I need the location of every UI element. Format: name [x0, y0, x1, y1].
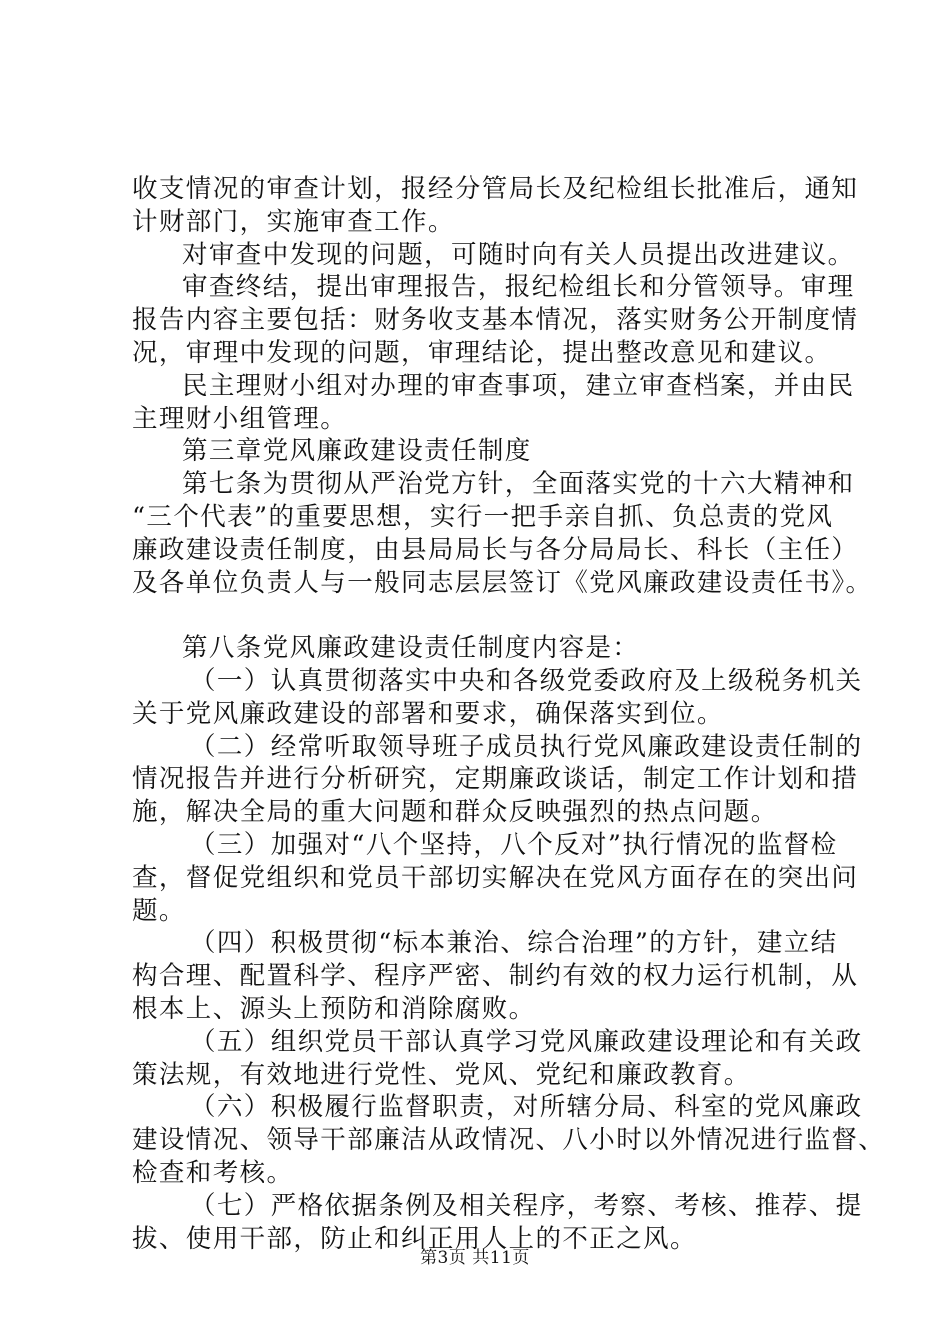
text-line: （二）经常听取领导班子成员执行党风廉政建设责任制的 [190, 731, 863, 762]
text-line: 构合理、配置科学、程序严密、制约有效的权力运行机制，从 [132, 961, 859, 992]
text-line: （一）认真贯彻落实中央和各级党委政府及上级税务机关 [190, 665, 863, 696]
text-line: 对审查中发现的问题，可随时向有关人员提出改进建议。 [182, 239, 855, 270]
text-line: 题。 [132, 895, 186, 926]
text-line: 关于党风廉政建设的部署和要求，确保落实到位。 [132, 698, 724, 729]
text-line: 拔、使用干部，防止和纠正用人上的不正之风。 [132, 1223, 697, 1254]
text-line: 民主理财小组对办理的审查事项，建立审查档案，并由民 [182, 370, 855, 401]
text-line: 情况报告并进行分析研究，定期廉政谈话，制定工作计划和措 [132, 764, 859, 795]
text-line: 第七条为贯彻从严治党方针，全面落实党的十六大精神和 [182, 469, 855, 500]
text-line: 报告内容主要包括：财务收支基本情况，落实财务公开制度情 [132, 305, 859, 336]
page-number: 第3页 共11页 [420, 1248, 530, 1268]
text-line: （四）积极贯彻“标本兼治、综合治理”的方针，建立结 [190, 928, 838, 959]
blank-line [132, 599, 832, 632]
text-line: 策法规，有效地进行党性、党风、党纪和廉政教育。 [132, 1059, 751, 1090]
text-line: 第八条党风廉政建设责任制度内容是： [182, 633, 640, 664]
text-line: （七）严格依据条例及相关程序，考察、考核、推荐、提 [190, 1190, 863, 1221]
chapter-heading: 第三章党风廉政建设责任制度 [182, 436, 532, 467]
text-line: 审查终结，提出审理报告，报纪检组长和分管领导。审理 [182, 272, 855, 303]
text-line: 检查和考核。 [132, 1157, 294, 1188]
text-line: （六）积极履行监督职责，对所辖分局、科室的党风廉政 [190, 1092, 863, 1123]
text-line: （五）组织党员干部认真学习党风廉政建设理论和有关政 [190, 1026, 863, 1057]
text-line: 建设情况、领导干部廉洁从政情况、八小时以外情况进行监督、 [132, 1125, 886, 1156]
text-line: 及各单位负责人与一般同志层层签订《党风廉政建设责任书》。 [132, 567, 873, 598]
text-line: 廉政建设责任制度，由县局局长与各分局局长、科长（主任） [132, 534, 859, 565]
text-line: 况，审理中发现的问题，审理结论，提出整改意见和建议。 [132, 337, 832, 368]
text-line: “三个代表”的重要思想，实行一把手亲自抓、负总责的党风 [132, 501, 834, 532]
document-body [132, 173, 886, 1255]
text-line: 主理财小组管理。 [132, 403, 348, 434]
text-line: 收支情况的审查计划，报经分管局长及纪检组长批准后，通知 [132, 174, 859, 204]
text-line: 根本上、源头上预防和消除腐败。 [132, 993, 536, 1024]
text-line: 计财部门，实施审查工作。 [132, 206, 455, 237]
text-line: 查，督促党组织和党员干部切实解决在党风方面存在的突出问 [132, 862, 859, 893]
text-line: 施，解决全局的重大问题和群众反映强烈的热点问题。 [132, 797, 778, 828]
text-line: （三）加强对“八个坚持，八个反对”执行情况的监督检 [190, 829, 838, 860]
